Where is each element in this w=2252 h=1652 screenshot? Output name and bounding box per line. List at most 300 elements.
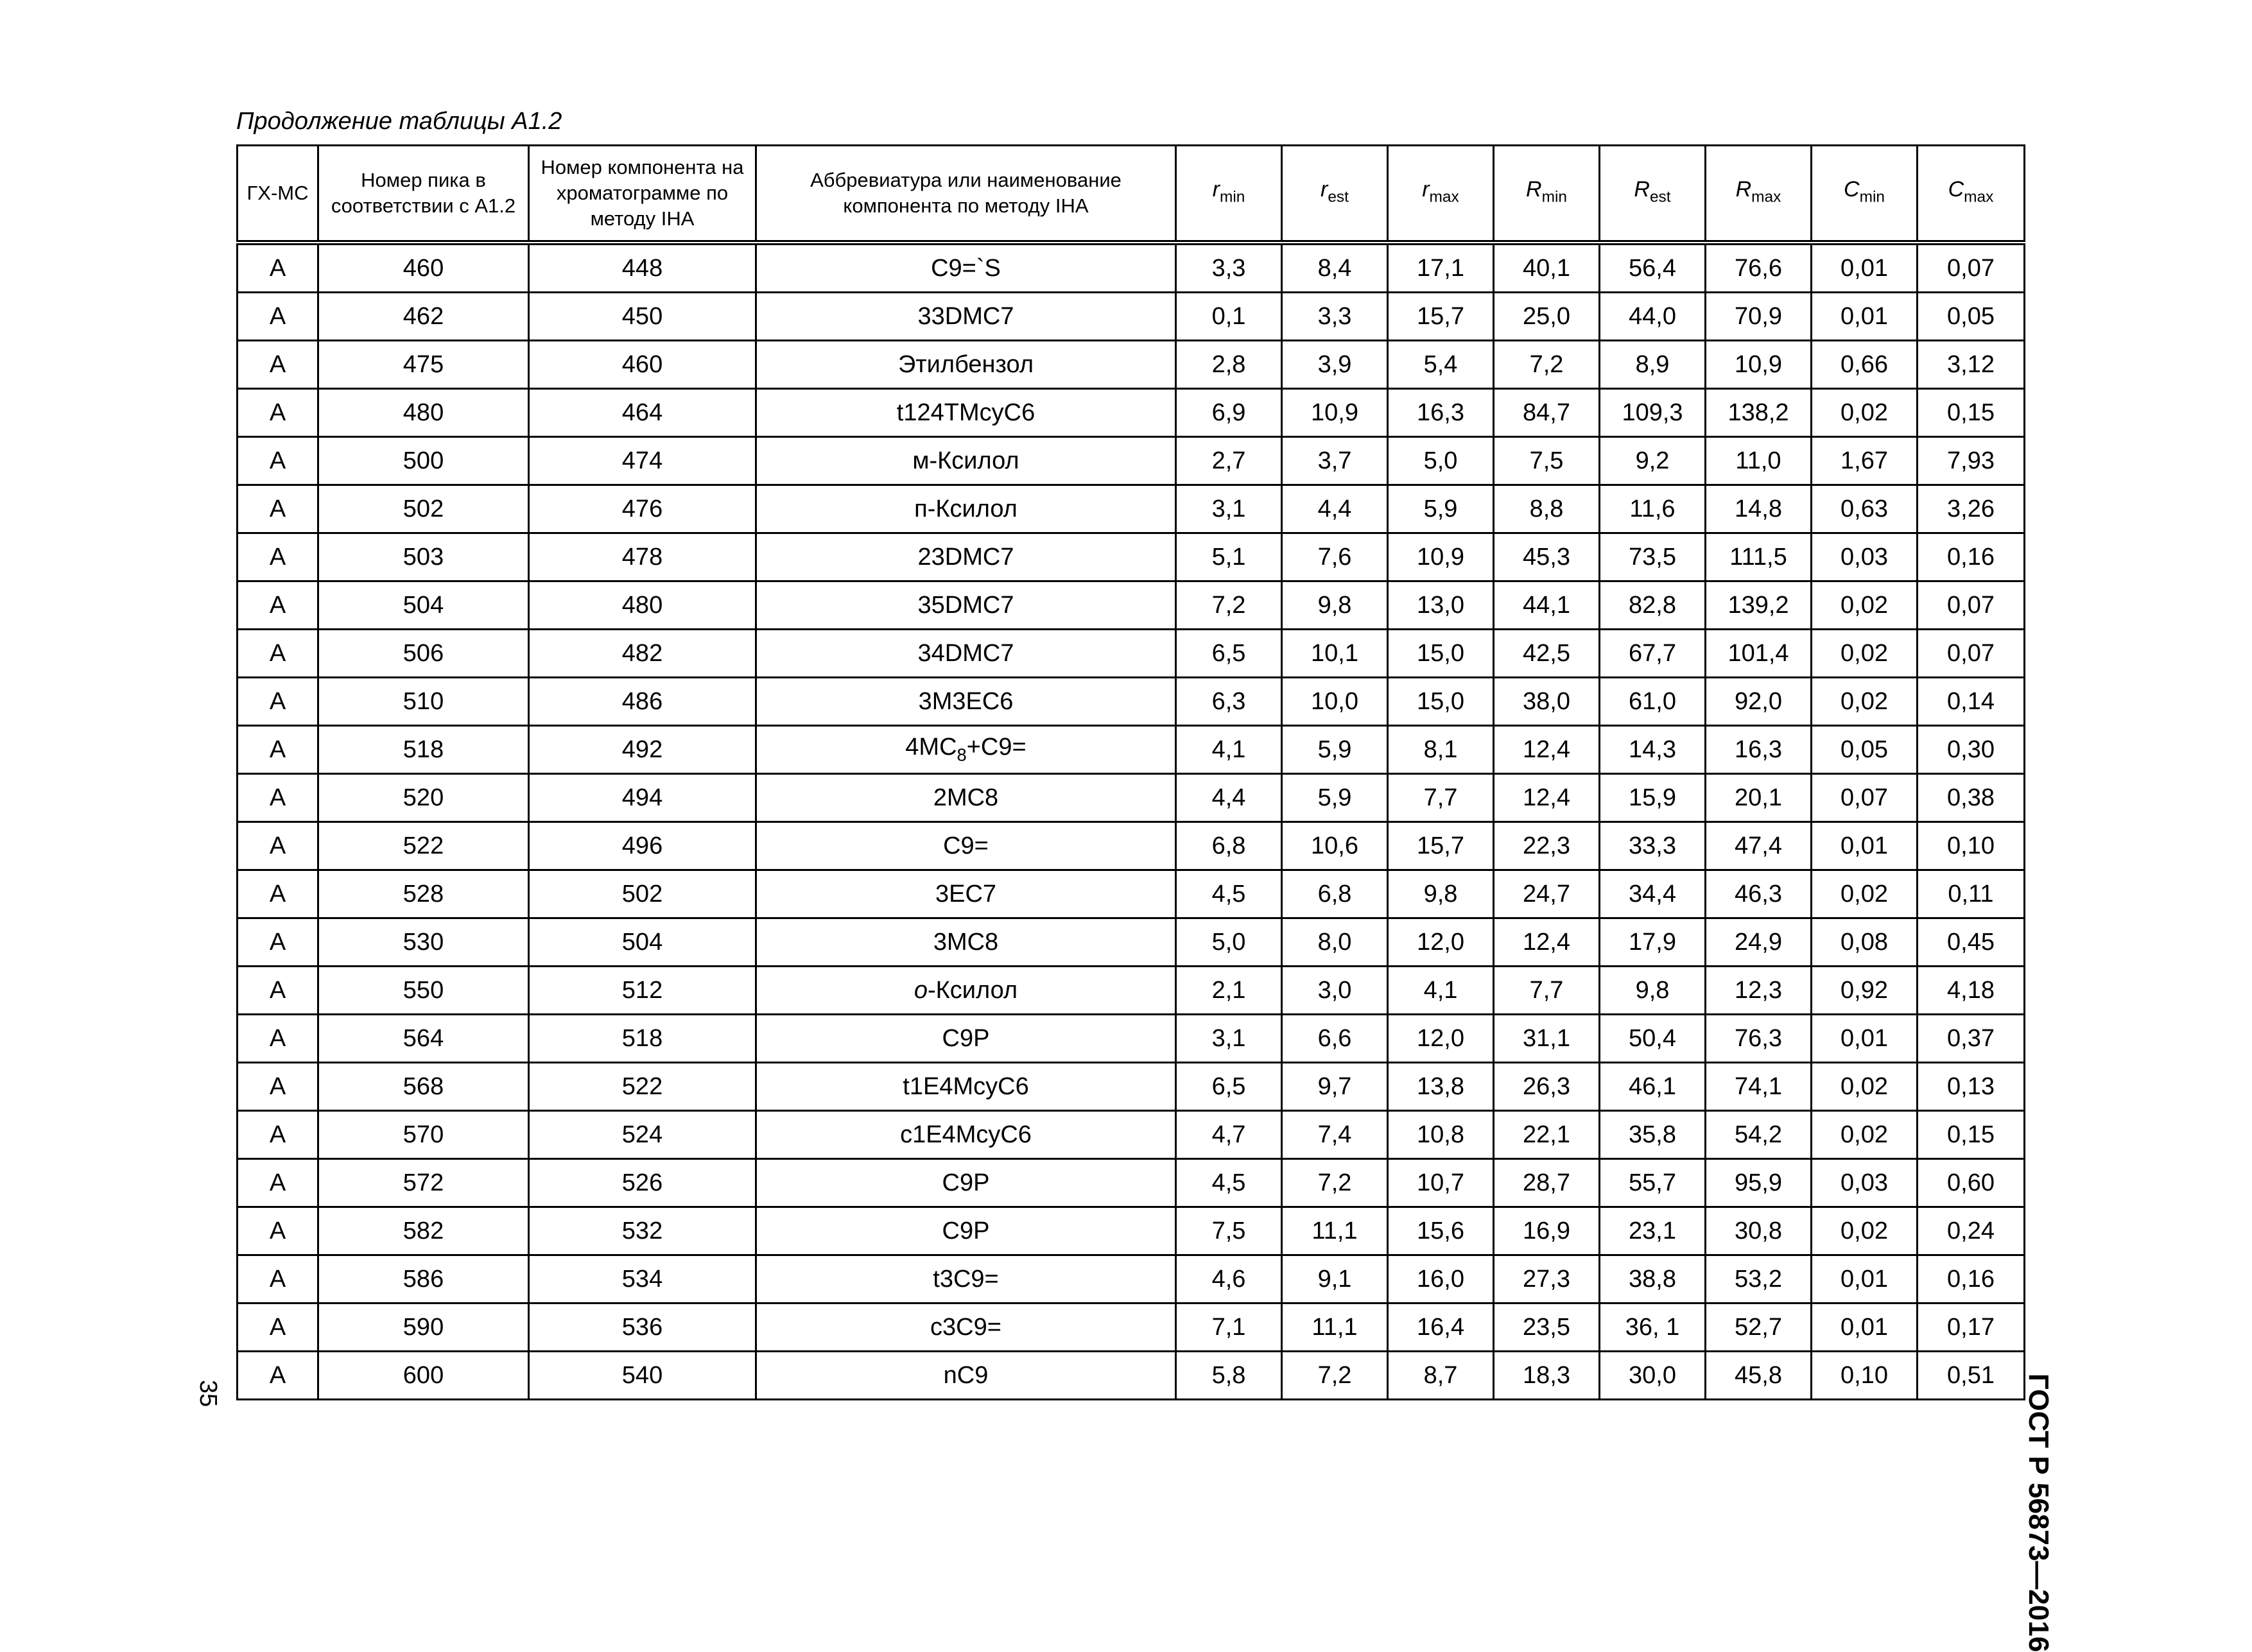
cell-abbreviation: 33DMC7 (756, 293, 1176, 341)
cell-r-min: 3,1 (1176, 485, 1282, 533)
cell-C-max: 0,30 (1918, 726, 2025, 774)
cell-r-min: 4,4 (1176, 774, 1282, 822)
cell-C-min: 0,01 (1812, 243, 1918, 293)
cell-r-max: 9,8 (1388, 870, 1494, 918)
cell-R-min: 22,3 (1494, 822, 1600, 870)
header-R-est: $R_{est}$ (1600, 146, 1706, 243)
cell-component-number: 518 (529, 1015, 756, 1063)
cell-R-max: 14,8 (1706, 485, 1812, 533)
cell-R-min: 40,1 (1494, 243, 1600, 293)
cell-gcms: A (238, 1207, 318, 1255)
data-table (236, 144, 2025, 1400)
cell-peak-number: 520 (318, 774, 529, 822)
cell-R-max: 16,3 (1706, 726, 1812, 774)
cell-peak-number: 480 (318, 389, 529, 437)
table-row (238, 870, 2025, 918)
cell-r-est: 9,8 (1282, 581, 1388, 630)
cell-r-max: 15,0 (1388, 630, 1494, 678)
cell-abbreviation: t1E4McyC6 (756, 1063, 1176, 1111)
cell-C-min: 0,01 (1812, 822, 1918, 870)
cell-r-est: 7,4 (1282, 1111, 1388, 1159)
cell-r-max: 17,1 (1388, 243, 1494, 293)
cell-R-max: 70,9 (1706, 293, 1812, 341)
cell-component-number: 524 (529, 1111, 756, 1159)
cell-r-min: 2,8 (1176, 341, 1282, 389)
cell-C-max: 0,10 (1918, 822, 2025, 870)
cell-R-min: 22,1 (1494, 1111, 1600, 1159)
cell-R-min: 12,4 (1494, 726, 1600, 774)
cell-C-min: 0,01 (1812, 1015, 1918, 1063)
cell-C-max: 0,14 (1918, 678, 2025, 726)
cell-r-min: 6,5 (1176, 630, 1282, 678)
table-row (238, 630, 2025, 678)
cell-peak-number: 518 (318, 726, 529, 774)
cell-peak-number: 586 (318, 1255, 529, 1304)
cell-R-est: 56,4 (1600, 243, 1706, 293)
cell-R-max: 11,0 (1706, 437, 1812, 485)
cell-R-max: 47,4 (1706, 822, 1812, 870)
cell-component-number: 540 (529, 1352, 756, 1400)
cell-R-est: 61,0 (1600, 678, 1706, 726)
cell-r-min: 4,6 (1176, 1255, 1282, 1304)
table-row (238, 1111, 2025, 1159)
cell-gcms: A (238, 243, 318, 293)
cell-component-number: 478 (529, 533, 756, 581)
cell-component-number: 526 (529, 1159, 756, 1207)
cell-C-min: 0,08 (1812, 918, 1918, 967)
cell-R-est: 9,8 (1600, 967, 1706, 1015)
cell-R-min: 25,0 (1494, 293, 1600, 341)
cell-r-est: 3,0 (1282, 967, 1388, 1015)
cell-R-est: 46,1 (1600, 1063, 1706, 1111)
cell-R-est: 35,8 (1600, 1111, 1706, 1159)
table-row (238, 341, 2025, 389)
cell-C-max: 0,60 (1918, 1159, 2025, 1207)
table-row (238, 918, 2025, 967)
cell-r-est: 6,8 (1282, 870, 1388, 918)
cell-abbreviation: C9P (756, 1207, 1176, 1255)
header-peak-number: Номер пика в соответствии с А1.2 (318, 146, 529, 243)
cell-r-max: 8,1 (1388, 726, 1494, 774)
table-row (238, 293, 2025, 341)
cell-R-est: 34,4 (1600, 870, 1706, 918)
cell-C-max: 0,07 (1918, 630, 2025, 678)
cell-abbreviation: t124TMcyC6 (756, 389, 1176, 437)
cell-peak-number: 522 (318, 822, 529, 870)
cell-component-number: 522 (529, 1063, 756, 1111)
cell-r-max: 15,7 (1388, 822, 1494, 870)
table-row (238, 774, 2025, 822)
cell-r-min: 5,0 (1176, 918, 1282, 967)
table-row (238, 678, 2025, 726)
cell-R-min: 8,8 (1494, 485, 1600, 533)
cell-r-est: 4,4 (1282, 485, 1388, 533)
cell-peak-number: 504 (318, 581, 529, 630)
cell-R-est: 8,9 (1600, 341, 1706, 389)
cell-r-min: 5,8 (1176, 1352, 1282, 1400)
cell-abbreviation: $4MC_8+C9=$ (756, 726, 1176, 774)
header-R-max: $R_{max}$ (1706, 146, 1812, 243)
cell-r-max: 7,7 (1388, 774, 1494, 822)
table-row (238, 967, 2025, 1015)
cell-C-max: 0,05 (1918, 293, 2025, 341)
cell-r-min: 2,1 (1176, 967, 1282, 1015)
cell-peak-number: 590 (318, 1304, 529, 1352)
cell-peak-number: 564 (318, 1015, 529, 1063)
cell-gcms: A (238, 1159, 318, 1207)
cell-r-max: 12,0 (1388, 918, 1494, 967)
cell-component-number: 486 (529, 678, 756, 726)
cell-r-min: 7,2 (1176, 581, 1282, 630)
cell-R-est: 44,0 (1600, 293, 1706, 341)
cell-r-min: 3,1 (1176, 1015, 1282, 1063)
cell-C-min: 0,03 (1812, 1159, 1918, 1207)
cell-R-min: 12,4 (1494, 918, 1600, 967)
cell-r-est: 8,0 (1282, 918, 1388, 967)
cell-r-max: 5,0 (1388, 437, 1494, 485)
cell-R-min: 31,1 (1494, 1015, 1600, 1063)
cell-abbreviation: c3C9= (756, 1304, 1176, 1352)
cell-R-min: 23,5 (1494, 1304, 1600, 1352)
cell-R-max: 74,1 (1706, 1063, 1812, 1111)
cell-abbreviation: Этилбензол (756, 341, 1176, 389)
cell-abbreviation: 3EC7 (756, 870, 1176, 918)
table-row (238, 581, 2025, 630)
cell-gcms: A (238, 967, 318, 1015)
cell-abbreviation: 3M3EC6 (756, 678, 1176, 726)
cell-R-est: 15,9 (1600, 774, 1706, 822)
cell-r-max: 15,0 (1388, 678, 1494, 726)
cell-gcms: A (238, 293, 318, 341)
cell-r-max: 8,7 (1388, 1352, 1494, 1400)
cell-C-max: 3,26 (1918, 485, 2025, 533)
cell-component-number: 450 (529, 293, 756, 341)
cell-r-max: 10,7 (1388, 1159, 1494, 1207)
cell-C-max: 4,18 (1918, 967, 2025, 1015)
cell-r-min: 4,5 (1176, 1159, 1282, 1207)
cell-C-max: 0,07 (1918, 243, 2025, 293)
table-row (238, 1304, 2025, 1352)
cell-R-max: 92,0 (1706, 678, 1812, 726)
cell-abbreviation: C9P (756, 1015, 1176, 1063)
cell-gcms: A (238, 581, 318, 630)
cell-abbreviation: 34DMC7 (756, 630, 1176, 678)
cell-C-min: 0,02 (1812, 1111, 1918, 1159)
cell-gcms: A (238, 1304, 318, 1352)
cell-r-max: 13,0 (1388, 581, 1494, 630)
standard-designation: ГОСТ Р 56873—2016 (2023, 1373, 2054, 1652)
cell-peak-number: 572 (318, 1159, 529, 1207)
cell-r-max: 4,1 (1388, 967, 1494, 1015)
cell-peak-number: 475 (318, 341, 529, 389)
table-row (238, 1255, 2025, 1304)
cell-r-min: 6,5 (1176, 1063, 1282, 1111)
table-row (238, 389, 2025, 437)
cell-C-max: 0,16 (1918, 1255, 2025, 1304)
cell-R-max: 139,2 (1706, 581, 1812, 630)
cell-r-est: 11,1 (1282, 1207, 1388, 1255)
cell-r-min: 4,7 (1176, 1111, 1282, 1159)
cell-C-max: 0,11 (1918, 870, 2025, 918)
cell-component-number: 532 (529, 1207, 756, 1255)
cell-abbreviation: 35DMC7 (756, 581, 1176, 630)
cell-r-est: 5,9 (1282, 774, 1388, 822)
cell-R-min: 45,3 (1494, 533, 1600, 581)
cell-R-min: 7,2 (1494, 341, 1600, 389)
cell-r-max: 5,9 (1388, 485, 1494, 533)
cell-gcms: A (238, 389, 318, 437)
cell-C-min: 0,01 (1812, 293, 1918, 341)
cell-gcms: A (238, 870, 318, 918)
cell-C-max: 0,45 (1918, 918, 2025, 967)
cell-abbreviation: 23DMC7 (756, 533, 1176, 581)
cell-gcms: A (238, 678, 318, 726)
cell-R-est: 82,8 (1600, 581, 1706, 630)
cell-R-est: 30,0 (1600, 1352, 1706, 1400)
header-R-min: $R_{min}$ (1494, 146, 1600, 243)
cell-C-max: 0,51 (1918, 1352, 2025, 1400)
cell-R-min: 28,7 (1494, 1159, 1600, 1207)
cell-C-min: 0,02 (1812, 630, 1918, 678)
cell-r-est: 10,0 (1282, 678, 1388, 726)
cell-C-min: 0,10 (1812, 1352, 1918, 1400)
cell-C-min: 0,07 (1812, 774, 1918, 822)
cell-R-min: 26,3 (1494, 1063, 1600, 1111)
header-r-min: $r_{min}$ (1176, 146, 1282, 243)
header-C-max: $C_{max}$ (1918, 146, 2025, 243)
cell-R-est: 23,1 (1600, 1207, 1706, 1255)
cell-gcms: A (238, 726, 318, 774)
cell-gcms: A (238, 1015, 318, 1063)
table-row (238, 243, 2025, 293)
header-r-est: $r_{est}$ (1282, 146, 1388, 243)
cell-C-max: 0,07 (1918, 581, 2025, 630)
cell-abbreviation: nC9 (756, 1352, 1176, 1400)
cell-peak-number: 502 (318, 485, 529, 533)
cell-r-est: 3,7 (1282, 437, 1388, 485)
cell-component-number: 482 (529, 630, 756, 678)
cell-r-max: 16,3 (1388, 389, 1494, 437)
cell-C-max: 0,15 (1918, 389, 2025, 437)
cell-gcms: A (238, 630, 318, 678)
table-caption: Продолжение таблицы А1.2 (236, 108, 562, 135)
cell-peak-number: 568 (318, 1063, 529, 1111)
cell-peak-number: 570 (318, 1111, 529, 1159)
cell-R-est: 14,3 (1600, 726, 1706, 774)
cell-C-min: 0,63 (1812, 485, 1918, 533)
cell-R-max: 10,9 (1706, 341, 1812, 389)
cell-R-est: 73,5 (1600, 533, 1706, 581)
cell-abbreviation: п-Ксилол (756, 485, 1176, 533)
table-row (238, 726, 2025, 774)
cell-C-max: 0,24 (1918, 1207, 2025, 1255)
cell-r-max: 10,8 (1388, 1111, 1494, 1159)
cell-r-est: 8,4 (1282, 243, 1388, 293)
cell-R-est: 17,9 (1600, 918, 1706, 967)
cell-component-number: 534 (529, 1255, 756, 1304)
cell-R-min: 84,7 (1494, 389, 1600, 437)
cell-gcms: A (238, 1255, 318, 1304)
cell-R-max: 12,3 (1706, 967, 1812, 1015)
cell-R-min: 7,7 (1494, 967, 1600, 1015)
cell-R-est: 33,3 (1600, 822, 1706, 870)
cell-component-number: 496 (529, 822, 756, 870)
cell-R-max: 45,8 (1706, 1352, 1812, 1400)
table-row (238, 485, 2025, 533)
cell-C-min: 0,02 (1812, 581, 1918, 630)
cell-R-max: 54,2 (1706, 1111, 1812, 1159)
cell-R-max: 76,3 (1706, 1015, 1812, 1063)
cell-R-max: 20,1 (1706, 774, 1812, 822)
cell-r-min: 7,1 (1176, 1304, 1282, 1352)
cell-component-number: 448 (529, 243, 756, 293)
cell-component-number: 502 (529, 870, 756, 918)
cell-component-number: 464 (529, 389, 756, 437)
header-component-number: Номер компонента на хроматограмме по методу IHA (529, 146, 756, 243)
cell-C-max: 0,38 (1918, 774, 2025, 822)
cell-C-max: 0,37 (1918, 1015, 2025, 1063)
cell-r-est: 10,1 (1282, 630, 1388, 678)
cell-C-min: 0,02 (1812, 678, 1918, 726)
cell-C-max: 7,93 (1918, 437, 2025, 485)
cell-R-max: 46,3 (1706, 870, 1812, 918)
cell-component-number: 492 (529, 726, 756, 774)
cell-C-min: 1,67 (1812, 437, 1918, 485)
cell-component-number: 474 (529, 437, 756, 485)
cell-R-max: 111,5 (1706, 533, 1812, 581)
cell-abbreviation: о-Ксилол (756, 967, 1176, 1015)
cell-r-est: 3,3 (1282, 293, 1388, 341)
cell-R-min: 44,1 (1494, 581, 1600, 630)
cell-peak-number: 600 (318, 1352, 529, 1400)
cell-R-est: 50,4 (1600, 1015, 1706, 1063)
cell-R-max: 138,2 (1706, 389, 1812, 437)
cell-R-min: 24,7 (1494, 870, 1600, 918)
cell-gcms: A (238, 485, 318, 533)
cell-component-number: 536 (529, 1304, 756, 1352)
cell-component-number: 512 (529, 967, 756, 1015)
cell-gcms: A (238, 1352, 318, 1400)
page-number: 35 (195, 1380, 221, 1407)
table-row (238, 1063, 2025, 1111)
cell-R-min: 16,9 (1494, 1207, 1600, 1255)
header-r-max: $r_{max}$ (1388, 146, 1494, 243)
cell-R-min: 12,4 (1494, 774, 1600, 822)
cell-gcms: A (238, 437, 318, 485)
cell-abbreviation: c1E4McyC6 (756, 1111, 1176, 1159)
cell-peak-number: 500 (318, 437, 529, 485)
cell-R-min: 18,3 (1494, 1352, 1600, 1400)
cell-abbreviation: t3C9= (756, 1255, 1176, 1304)
cell-peak-number: 462 (318, 293, 529, 341)
cell-C-min: 0,02 (1812, 389, 1918, 437)
cell-R-min: 42,5 (1494, 630, 1600, 678)
cell-r-max: 15,6 (1388, 1207, 1494, 1255)
cell-r-est: 10,9 (1282, 389, 1388, 437)
cell-C-min: 0,02 (1812, 1063, 1918, 1111)
table-row (238, 1352, 2025, 1400)
table-row (238, 822, 2025, 870)
cell-r-min: 2,7 (1176, 437, 1282, 485)
cell-R-max: 95,9 (1706, 1159, 1812, 1207)
cell-abbreviation: 3MC8 (756, 918, 1176, 967)
cell-r-max: 16,0 (1388, 1255, 1494, 1304)
cell-R-max: 101,4 (1706, 630, 1812, 678)
cell-C-min: 0,03 (1812, 533, 1918, 581)
table-row (238, 437, 2025, 485)
cell-peak-number: 550 (318, 967, 529, 1015)
cell-peak-number: 503 (318, 533, 529, 581)
header-abbreviation: Аббревиатура или наименование компонента по методу IHA (756, 146, 1176, 243)
cell-gcms: A (238, 1111, 318, 1159)
cell-r-max: 10,9 (1388, 533, 1494, 581)
cell-gcms: A (238, 1063, 318, 1111)
cell-r-est: 9,7 (1282, 1063, 1388, 1111)
cell-r-min: 7,5 (1176, 1207, 1282, 1255)
cell-r-max: 5,4 (1388, 341, 1494, 389)
cell-R-max: 24,9 (1706, 918, 1812, 967)
table-row (238, 1015, 2025, 1063)
cell-r-est: 6,6 (1282, 1015, 1388, 1063)
cell-component-number: 480 (529, 581, 756, 630)
cell-gcms: A (238, 822, 318, 870)
cell-r-est: 7,2 (1282, 1159, 1388, 1207)
cell-gcms: A (238, 341, 318, 389)
cell-r-min: 6,3 (1176, 678, 1282, 726)
cell-C-min: 0,66 (1812, 341, 1918, 389)
cell-r-est: 11,1 (1282, 1304, 1388, 1352)
cell-abbreviation: C9= (756, 822, 1176, 870)
cell-C-max: 0,15 (1918, 1111, 2025, 1159)
cell-R-max: 53,2 (1706, 1255, 1812, 1304)
cell-r-min: 6,8 (1176, 822, 1282, 870)
cell-C-max: 0,17 (1918, 1304, 2025, 1352)
cell-abbreviation: 2MC8 (756, 774, 1176, 822)
cell-r-max: 12,0 (1388, 1015, 1494, 1063)
header-row (238, 146, 2025, 243)
cell-C-min: 0,05 (1812, 726, 1918, 774)
cell-r-min: 3,3 (1176, 243, 1282, 293)
cell-component-number: 460 (529, 341, 756, 389)
cell-abbreviation: C9P (756, 1159, 1176, 1207)
cell-peak-number: 530 (318, 918, 529, 967)
cell-C-min: 0,01 (1812, 1304, 1918, 1352)
cell-peak-number: 460 (318, 243, 529, 293)
cell-R-est: 55,7 (1600, 1159, 1706, 1207)
cell-r-min: 4,5 (1176, 870, 1282, 918)
cell-peak-number: 510 (318, 678, 529, 726)
table-row (238, 1207, 2025, 1255)
cell-peak-number: 506 (318, 630, 529, 678)
cell-peak-number: 582 (318, 1207, 529, 1255)
cell-C-max: 3,12 (1918, 341, 2025, 389)
table-body (238, 243, 2025, 1400)
cell-R-min: 38,0 (1494, 678, 1600, 726)
cell-R-est: 38,8 (1600, 1255, 1706, 1304)
cell-R-est: 9,2 (1600, 437, 1706, 485)
cell-R-est: 109,3 (1600, 389, 1706, 437)
header-C-min: $C_{min}$ (1812, 146, 1918, 243)
cell-abbreviation: C9=`S (756, 243, 1176, 293)
cell-C-min: 0,02 (1812, 1207, 1918, 1255)
cell-r-min: 6,9 (1176, 389, 1282, 437)
cell-r-est: 10,6 (1282, 822, 1388, 870)
cell-component-number: 494 (529, 774, 756, 822)
cell-gcms: A (238, 533, 318, 581)
table-row (238, 1159, 2025, 1207)
cell-C-max: 0,16 (1918, 533, 2025, 581)
cell-component-number: 476 (529, 485, 756, 533)
